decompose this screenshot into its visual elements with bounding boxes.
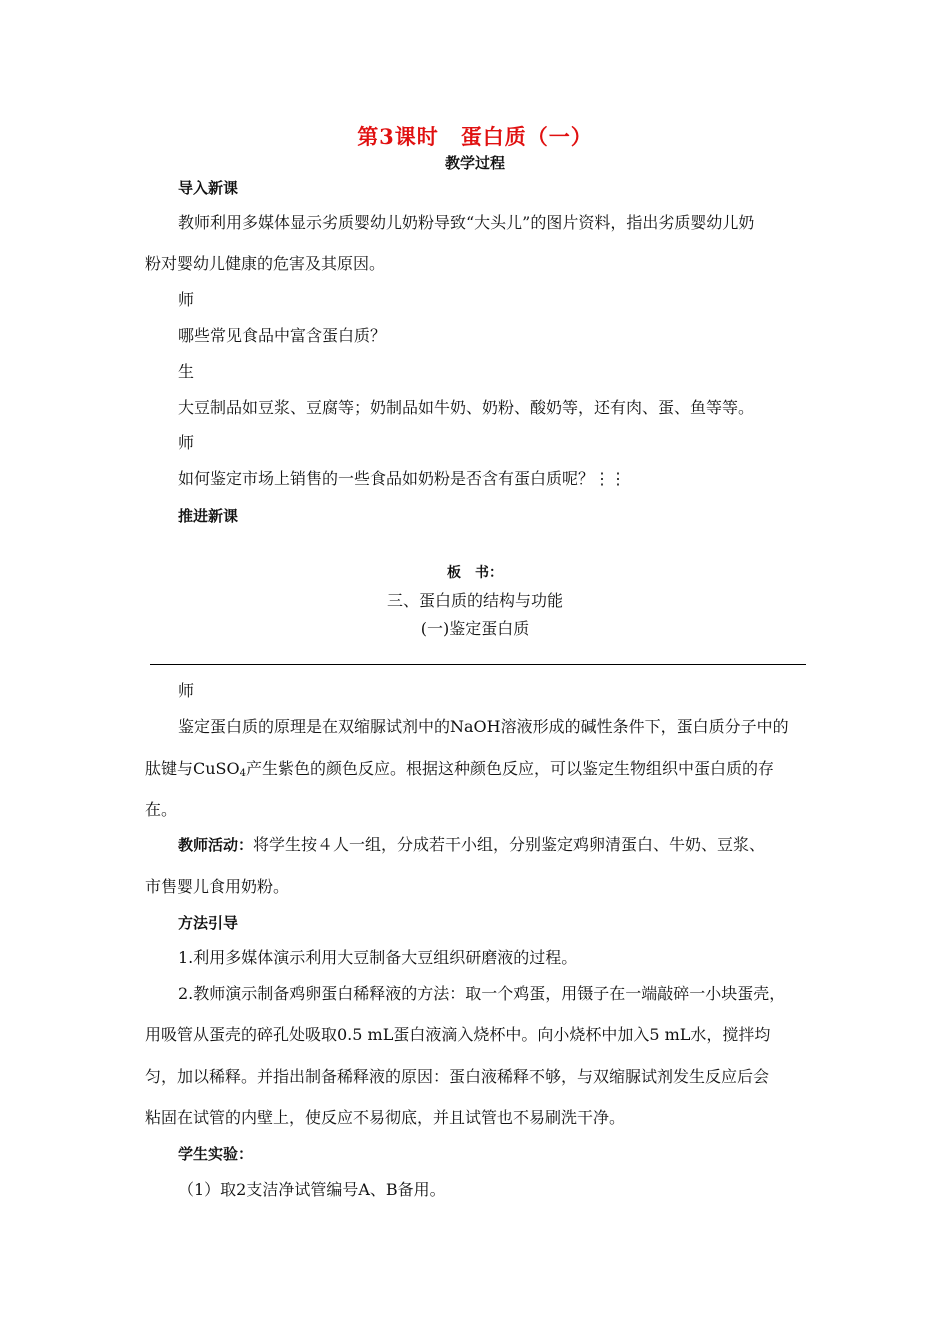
board-line-1: 三、蛋白质的结构与功能 — [386, 591, 563, 610]
speaker-teacher: 师 — [178, 433, 195, 452]
principle-line-3: 在。 — [145, 800, 178, 819]
teacher-activity-line-1: 教师活动：将学生按４人一组，分成若干小组，分别鉴定鸡卵清蛋白、牛奶、豆浆、 — [178, 835, 766, 854]
board-title: 板 书： — [447, 565, 503, 581]
method-item-2-line-1: 2.教师演示制备鸡卵蛋白稀释液的方法：取一个鸡蛋，用镊子在一端敲碎一小块蛋壳， — [178, 984, 786, 1003]
speaker-student: 生 — [178, 362, 195, 381]
teacher-question-2: 如何鉴定市场上销售的一些食品如奶粉是否含有蛋白质呢？⋮⋮ — [178, 469, 627, 488]
teacher-activity-line-2: 市售婴儿食用奶粉。 — [145, 877, 290, 896]
section-heading-advance: 推进新课 — [178, 507, 239, 525]
intro-paragraph-line-1: 教师利用多媒体显示劣质婴幼儿奶粉导致“大头儿”的图片资料，指出劣质婴幼儿奶 — [178, 213, 755, 232]
section-heading-method: 方法引导 — [178, 914, 239, 932]
student-answer-1: 大豆制品如豆浆、豆腐等；奶制品如牛奶、奶粉、酸奶等，还有肉、蛋、鱼等等。 — [178, 398, 755, 417]
page-subtitle: 教学过程 — [444, 154, 505, 172]
method-item-1: 1.利用多媒体演示利用大豆制备大豆组织研磨液的过程。 — [178, 948, 578, 967]
board-line-2: (一)鉴定蛋白质 — [420, 619, 530, 638]
speaker-teacher: 师 — [178, 290, 195, 309]
teacher-question-1: 哪些常见食品中富含蛋白质？ — [178, 326, 387, 345]
method-item-2-line-3: 匀，加以稀释。并指出制备稀释液的原因：蛋白液稀释不够，与双缩脲试剂发生反应后会 — [145, 1067, 770, 1086]
experiment-step-1: （1）取2支洁净试管编号A、B备用。 — [178, 1180, 446, 1199]
speaker-teacher: 师 — [178, 681, 195, 700]
section-heading-intro: 导入新课 — [178, 179, 239, 197]
method-item-2-line-2: 用吸管从蛋壳的碎孔处吸取0.5 mL蛋白液滴入烧杯中。向小烧杯中加入5 mL水，搅拌均 — [145, 1025, 771, 1044]
section-heading-experiment: 学生实验： — [178, 1145, 254, 1163]
teacher-activity-label: 教师活动： — [178, 836, 254, 854]
principle-line-2: 肽键与CuSO$_4$产生紫色的颜色反应。根据这种颜色反应，可以鉴定生物组织中蛋白质的存 — [145, 759, 775, 779]
intro-paragraph-line-2: 粉对婴幼儿健康的危害及其原因。 — [145, 254, 386, 273]
method-item-2-line-4: 粘固在试管的内壁上，使反应不易彻底，并且试管也不易刷洗干净。 — [145, 1108, 626, 1127]
principle-line-1: 鉴定蛋白质的原理是在双缩脲试剂中的NaOH溶液形成的碱性条件下，蛋白质分子中的 — [178, 717, 789, 736]
divider-line — [150, 664, 806, 665]
page-title: 第3课时 蛋白质（一） — [357, 124, 593, 149]
